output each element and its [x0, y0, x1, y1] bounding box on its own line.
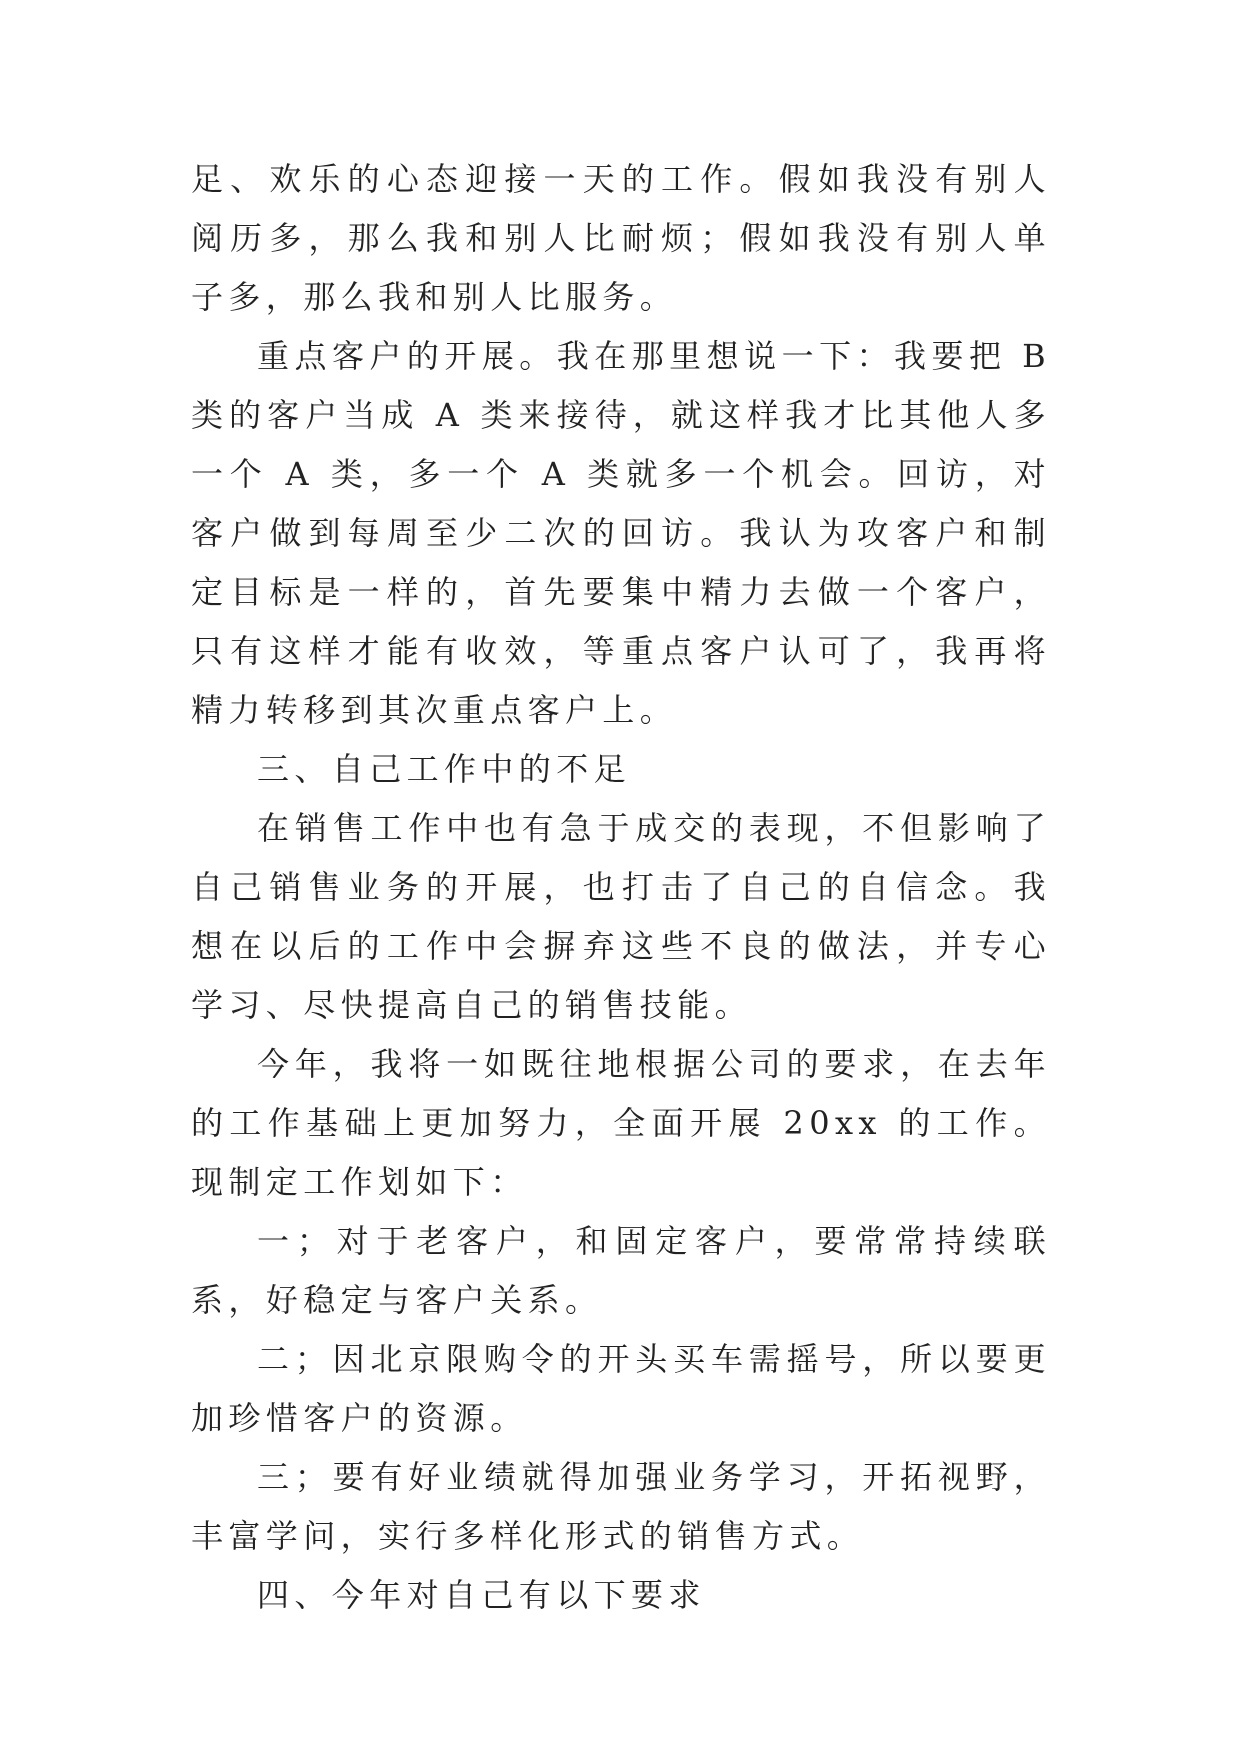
section-heading-4: 四、今年对自己有以下要求	[257, 1576, 706, 1614]
paragraph-5: 今年，我将一如既往地根据公司的要求，在去年的工作基础上更加努力，全面开展 20xx 的工作。现制定工作划如下：	[191, 1045, 1051, 1201]
plan-item-2: 二；因北京限购令的开头买车需摇号，所以要更加珍惜客户的资源。	[191, 1340, 1051, 1437]
paragraph-4: 在销售工作中也有急于成交的表现，不但影响了自己销售业务的开展，也打击了自己的自信念。我想在以后的工作中会摒弃这些不良的做法，并专心学习、尽快提高自己的销售技能。	[191, 809, 1051, 1024]
document-page	[191, 150, 1051, 1625]
paragraph-1: 足、欢乐的心态迎接一天的工作。假如我没有别人阅历多，那么我和别人比耐烦；假如我没有别人单子多，那么我和别人比服务。	[191, 160, 1051, 316]
plan-item-1: 一；对于老客户，和固定客户，要常常持续联系，好稳定与客户关系。	[191, 1222, 1051, 1319]
plan-item-3: 三；要有好业绩就得加强业务学习，开拓视野，丰富学问，实行多样化形式的销售方式。	[191, 1458, 1051, 1555]
paragraph-2: 重点客户的开展。我在那里想说一下：我要把 B 类的客户当成 A 类来接待，就这样我才比其他人多一个 A 类，多一个 A 类就多一个机会。回访，对客户做到每周至少二次的回访。我认为攻客户和制定目标是一样的，首先要集中精力去做一个客户，只有这样才能有收效，等重点客户认可了，我再将精力转移到其次重点客户上。	[191, 337, 1051, 729]
section-heading-3: 三、自己工作中的不足	[257, 750, 632, 788]
